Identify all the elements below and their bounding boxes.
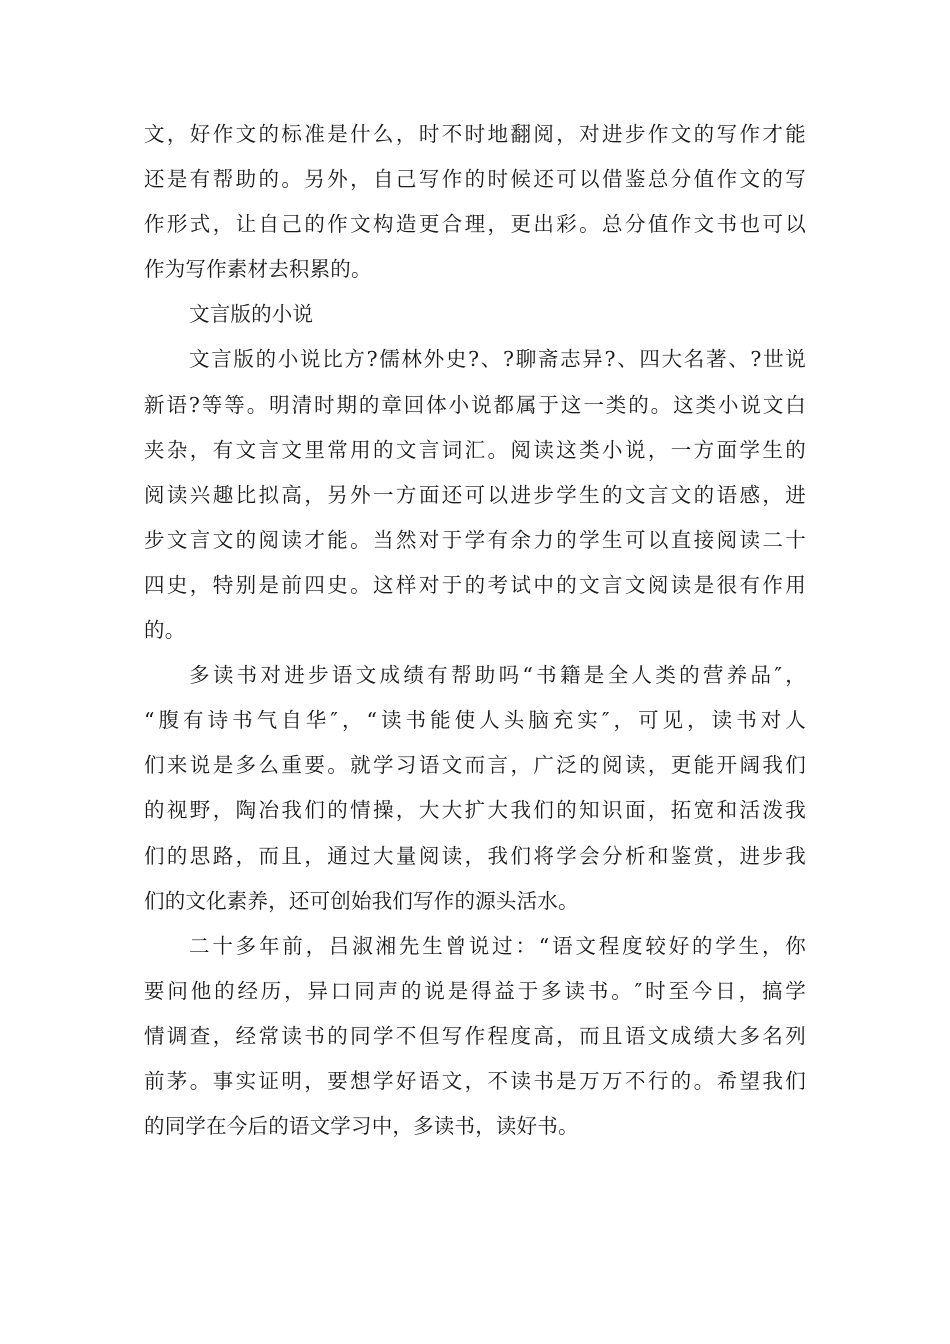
text-line: 们来说是多么重要。就学习语文而言，广泛的阅读，更能开阔我们 [144,753,806,778]
text-line: 们的思路，而且，通过大量阅读，我们将学会分析和鉴赏，进步我 [144,843,806,868]
text-line: 夹杂，有文言文里常用的文言词汇。阅读这类小说，一方面学生的 [144,437,806,462]
section-heading: 文言版的小说 [189,302,314,327]
text-line: 新语?等等。明清时期的章回体小说都属于这一类的。这类小说文白 [144,392,806,417]
text-line: 情调查，经常读书的同学不但写作程度高，而且语文成绩大多名列 [144,1023,806,1048]
text-line: 要问他的经历，异口同声的说是得益于多读书。″时至今日，搞学 [144,978,806,1003]
text-line: 前茅。事实证明，要想学好语文，不读书是万万不行的。希望我们 [144,1068,806,1093]
text-line: 阅读兴趣比拟高，另外一方面还可以进步学生的文言文的语感，进 [144,482,806,507]
document-body [144,112,806,1149]
text-line: 作形式，让自己的作文构造更合理，更出彩。总分值作文书也可以 [144,212,806,237]
text-line: 的。 [144,618,186,643]
text-line: 文言版的小说比方?儒林外史?、?聊斋志异?、四大名著、?世说 [189,347,806,372]
text-line: 二十多年前，吕淑湘先生曾说过：“语文程度较好的学生，你 [189,933,806,958]
text-line: 文，好作文的标准是什么，时不时地翻阅，对进步作文的写作才能 [144,122,806,146]
text-line: 们的文化素养，还可创始我们写作的源头活水。 [144,888,579,913]
text-line: 四史，特别是前四史。这样对于的考试中的文言文阅读是很有作用 [144,572,806,597]
text-line: 的同学在今后的语文学习中，多读书，读好书。 [144,1114,579,1139]
text-line: 的视野，陶冶我们的情操，大大扩大我们的知识面，拓宽和活泼我 [144,798,806,823]
text-line: 多读书对进步语文成绩有帮助吗“书籍是全人类的营养品″， [189,663,806,688]
text-line: 步文言文的阅读才能。当然对于学有余力的学生可以直接阅读二十 [144,527,806,552]
text-line: “腹有诗书气自华″，“读书能使人头脑充实″，可见，读书对人 [144,708,806,733]
text-line: 还是有帮助的。另外，自己写作的时候还可以借鉴总分值作文的写 [144,167,806,192]
text-line: 作为写作素材去积累的。 [144,257,372,282]
